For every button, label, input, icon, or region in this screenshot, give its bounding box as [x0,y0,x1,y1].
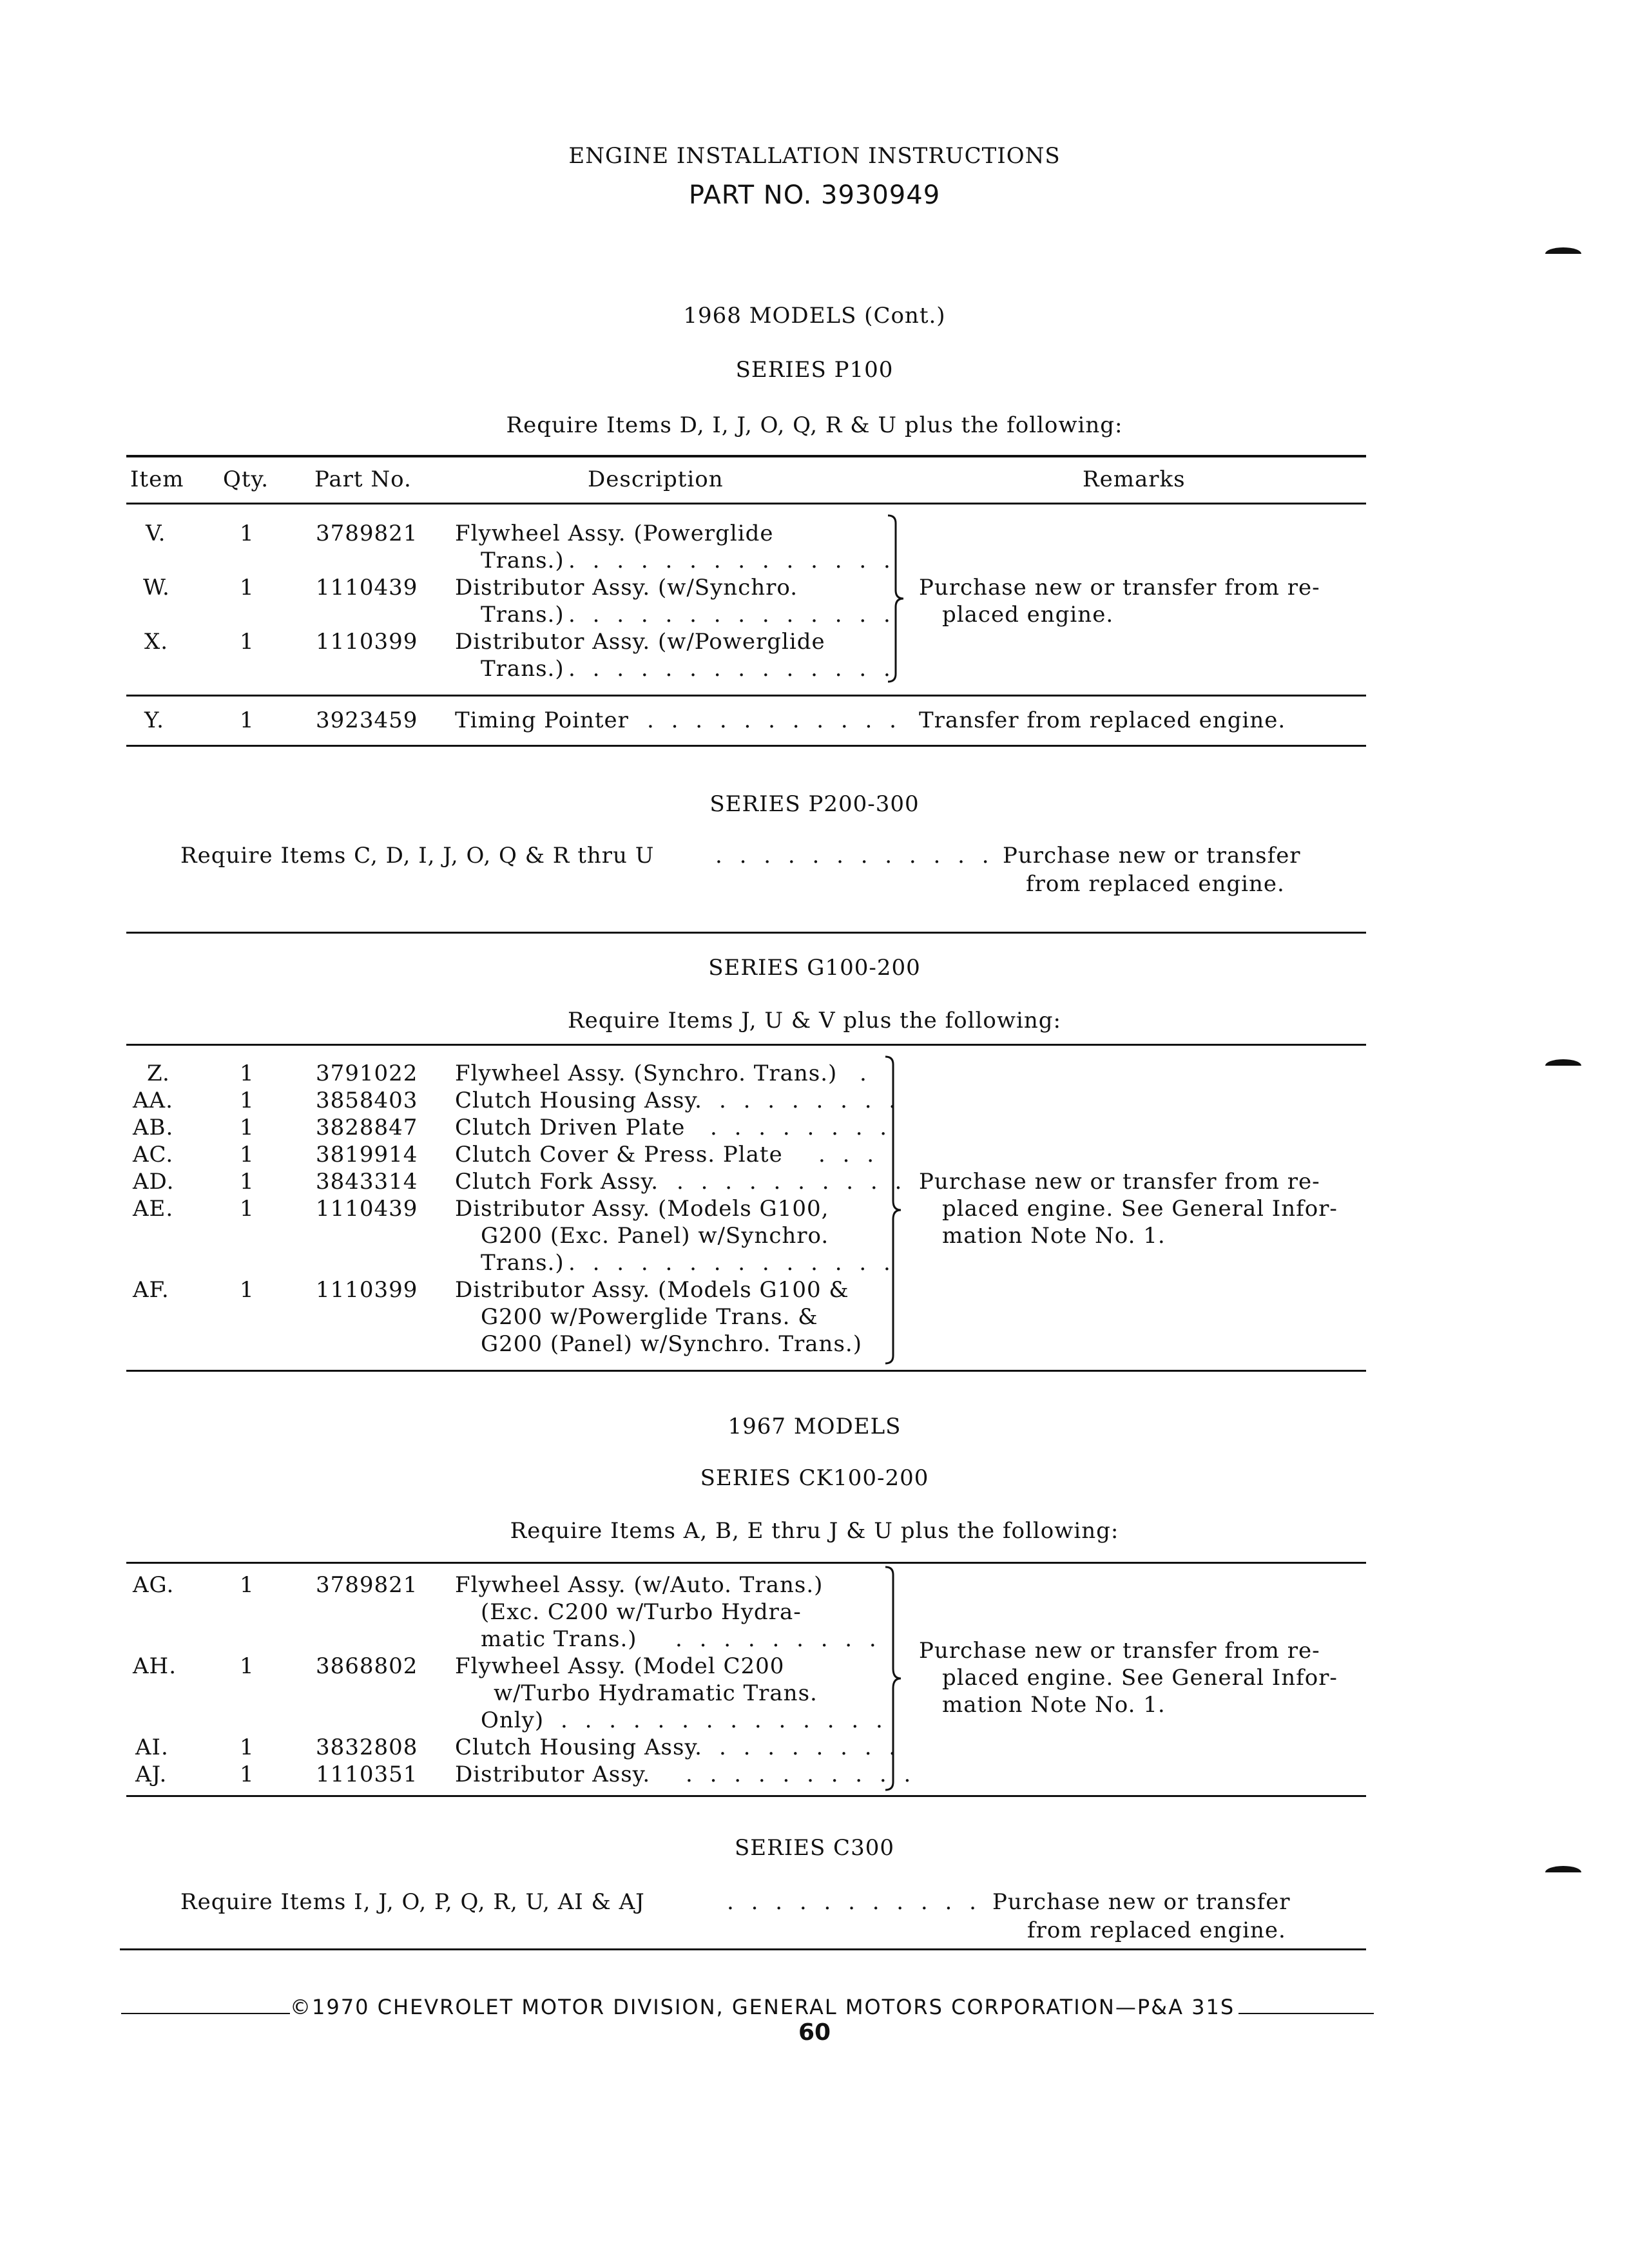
description-cont: matic Trans.) [481,1626,637,1652]
part-number: 3791022 [316,1061,418,1086]
qty-value: 1 [240,1115,255,1140]
part-number: 3789821 [316,1572,418,1598]
leader-dots: . . . . . . . . . . [686,1762,916,1787]
col-header-part: Part No. [314,466,412,492]
item-label: Z. [147,1061,170,1086]
item-label: AG. [133,1572,175,1598]
col-header-remarks: Remarks [1083,466,1186,492]
series-heading-ck100-200: SERIES CK100-200 [700,1465,929,1491]
binding-mark [1545,247,1581,254]
remarks-text: Purchase new or transfer from re- [919,1169,1320,1195]
description: Timing Pointer [455,707,629,733]
require-text-ck100-200: Require Items A, B, E thru J & U plus the following: [510,1518,1119,1544]
description: Clutch Housing Assy. [455,1088,702,1113]
series-heading-g100-200: SERIES G100-200 [708,955,921,981]
leader-dots: . . . . . . . . . . . . . . [561,1707,888,1733]
leader-dots: . . . . . . . . [719,1088,901,1113]
qty-value: 1 [240,1762,255,1787]
section-rule [120,1948,1366,1950]
section-rule [126,745,1366,747]
description-cont: Trans.) [481,602,564,628]
description-cont: Only) [481,1707,545,1733]
models-heading-1968: 1968 MODELS (Cont.) [683,303,946,329]
part-number: 1110399 [316,629,418,655]
qty-value: 1 [240,575,255,601]
part-number: 1110399 [316,1277,418,1303]
description: Distributor Assy. [455,1762,651,1787]
description-cont: G200 (Panel) w/Synchro. Trans.) [481,1331,862,1357]
header-bottom-rule [126,503,1366,505]
remarks-text: Transfer from replaced engine. [919,707,1286,733]
item-label: AF. [133,1277,169,1303]
table-top-rule [126,1044,1366,1046]
leader-dots: . . . . . . . . [719,1735,901,1760]
require-text-g100-200: Require Items J, U & V plus the following: [568,1008,1061,1033]
section-rule [126,1795,1366,1797]
leader-dots: . . . . . . . . . . . . [715,843,994,869]
qty-value: 1 [240,1277,255,1303]
description: Distributor Assy. (Models G100, [455,1196,829,1222]
leader-dots: . . . . . . . . . . . . . . [568,656,896,682]
models-heading-1967: 1967 MODELS [728,1414,901,1439]
doc-title: ENGINE INSTALLATION INSTRUCTIONS [568,143,1061,169]
item-label: Y. [144,707,164,733]
remarks-text-cont: placed engine. [942,602,1114,628]
item-label: AJ. [135,1762,168,1787]
description-cont: Trans.) [481,656,564,682]
require-text-p200-300: Require Items C, D, I, J, O, Q & R thru U [180,843,655,869]
part-number: 3832808 [316,1735,418,1760]
description: Clutch Driven Plate [455,1115,686,1140]
part-number: 3923459 [316,707,418,733]
description: Distributor Assy. (w/Synchro. [455,575,798,601]
require-text-p100: Require Items D, I, J, O, Q, R & U plus the following: [506,412,1123,438]
description: Flywheel Assy. (Powerglide [455,521,774,546]
description: Flywheel Assy. (Synchro. Trans.) [455,1061,838,1086]
item-label: AI. [135,1735,169,1760]
qty-value: 1 [240,629,255,655]
brace-icon [887,514,906,683]
section-rule [126,1370,1366,1372]
part-number: 1110351 [316,1762,418,1787]
description: Distributor Assy. (w/Powerglide [455,629,825,655]
description-cont: (Exc. C200 w/Turbo Hydra- [481,1599,802,1625]
item-label: AD. [133,1169,175,1195]
remarks-text-cont: mation Note No. 1. [942,1692,1166,1718]
col-header-qty: Qty. [223,466,269,492]
item-label: W. [143,575,170,601]
description: Clutch Cover & Press. Plate [455,1142,783,1168]
qty-value: 1 [240,1142,255,1168]
leader-dots: . . . . . . . . [710,1115,892,1140]
remarks-text-cont: placed engine. See General Infor- [942,1665,1338,1691]
qty-value: 1 [240,1088,255,1113]
remarks-text: Purchase new or transfer from re- [919,575,1320,601]
part-number: 3828847 [316,1115,418,1140]
description: Flywheel Assy. (Model C200 [455,1653,785,1679]
brace-icon [884,1566,903,1791]
page-number: 60 [798,2019,831,2046]
brace-icon [884,1055,903,1365]
remarks-text-cont: placed engine. See General Infor- [942,1196,1338,1222]
item-label: AE. [133,1196,174,1222]
description-cont: Trans.) [481,548,564,573]
item-label: AB. [133,1115,174,1140]
remarks-text: Purchase new or transfer from re- [919,1638,1320,1664]
leader-dots: . [860,1061,872,1086]
item-label: AC. [133,1142,174,1168]
require-text-c300: Require Items I, J, O, P, Q, R, U, AI & AJ [180,1889,645,1915]
leader-dots: . . . . . . . . . . . . . . [568,1250,896,1276]
leader-dots: . . . . . . . . . . . . . . [568,602,896,628]
series-heading-p100: SERIES P100 [735,357,894,383]
leader-dots: . . . . . . . . . [675,1626,882,1652]
qty-value: 1 [240,1169,255,1195]
row-rule [126,695,1366,697]
series-heading-c300: SERIES C300 [735,1835,894,1861]
description-cont: G200 w/Powerglide Trans. & [481,1304,818,1330]
qty-value: 1 [240,707,255,733]
item-label: AA. [133,1088,173,1113]
part-number: 3819914 [316,1142,418,1168]
table-top-rule [126,1562,1366,1564]
item-label: X. [144,629,169,655]
remarks-text: Purchase new or transfer [992,1889,1291,1915]
part-number: 3858403 [316,1088,418,1113]
section-rule [126,932,1366,934]
description-cont: w/Turbo Hydramatic Trans. [494,1680,818,1706]
qty-value: 1 [240,1653,255,1679]
part-number: 3843314 [316,1169,418,1195]
description: Clutch Housing Assy. [455,1735,702,1760]
remarks-text: Purchase new or transfer [1003,843,1301,869]
qty-value: 1 [240,1196,255,1222]
part-number-title: PART NO. 3930949 [688,180,941,210]
description: Clutch Fork Assy. [455,1169,659,1195]
table-top-rule [126,455,1366,457]
binding-mark [1545,1866,1581,1872]
footer-rule-left [121,2013,290,2014]
binding-mark [1545,1059,1581,1066]
description-cont: G200 (Exc. Panel) w/Synchro. [481,1223,829,1249]
description-cont: Trans.) [481,1250,564,1276]
item-label: V. [146,521,166,546]
footer-rule-right [1239,2013,1374,2014]
remarks-text-cont: from replaced engine. [1026,871,1285,897]
qty-value: 1 [240,1735,255,1760]
leader-dots: . . . . . . . . . . . [727,1889,981,1915]
qty-value: 1 [240,1061,255,1086]
part-number: 1110439 [316,1196,418,1222]
copyright-line: ©1970 CHEVROLET MOTOR DIVISION, GENERAL MOTORS CORPORATION—P&A 31S [290,1995,1235,2019]
remarks-text-cont: mation Note No. 1. [942,1223,1166,1249]
item-label: AH. [133,1653,177,1679]
col-header-item: Item [130,466,184,492]
series-heading-p200-300: SERIES P200-300 [709,791,920,817]
qty-value: 1 [240,521,255,546]
part-number: 3868802 [316,1653,418,1679]
remarks-text-cont: from replaced engine. [1027,1917,1286,1943]
part-number: 3789821 [316,521,418,546]
description: Distributor Assy. (Models G100 & [455,1277,849,1303]
leader-dots: . . . [818,1142,880,1168]
part-number: 1110439 [316,575,418,601]
leader-dots: . . . . . . . . . . . [647,707,901,733]
leader-dots: . . . . . . . . . . [677,1169,907,1195]
qty-value: 1 [240,1572,255,1598]
col-header-description: Description [588,466,724,492]
description: Flywheel Assy. (w/Auto. Trans.) [455,1572,824,1598]
leader-dots: . . . . . . . . . . . . . . [568,548,896,573]
